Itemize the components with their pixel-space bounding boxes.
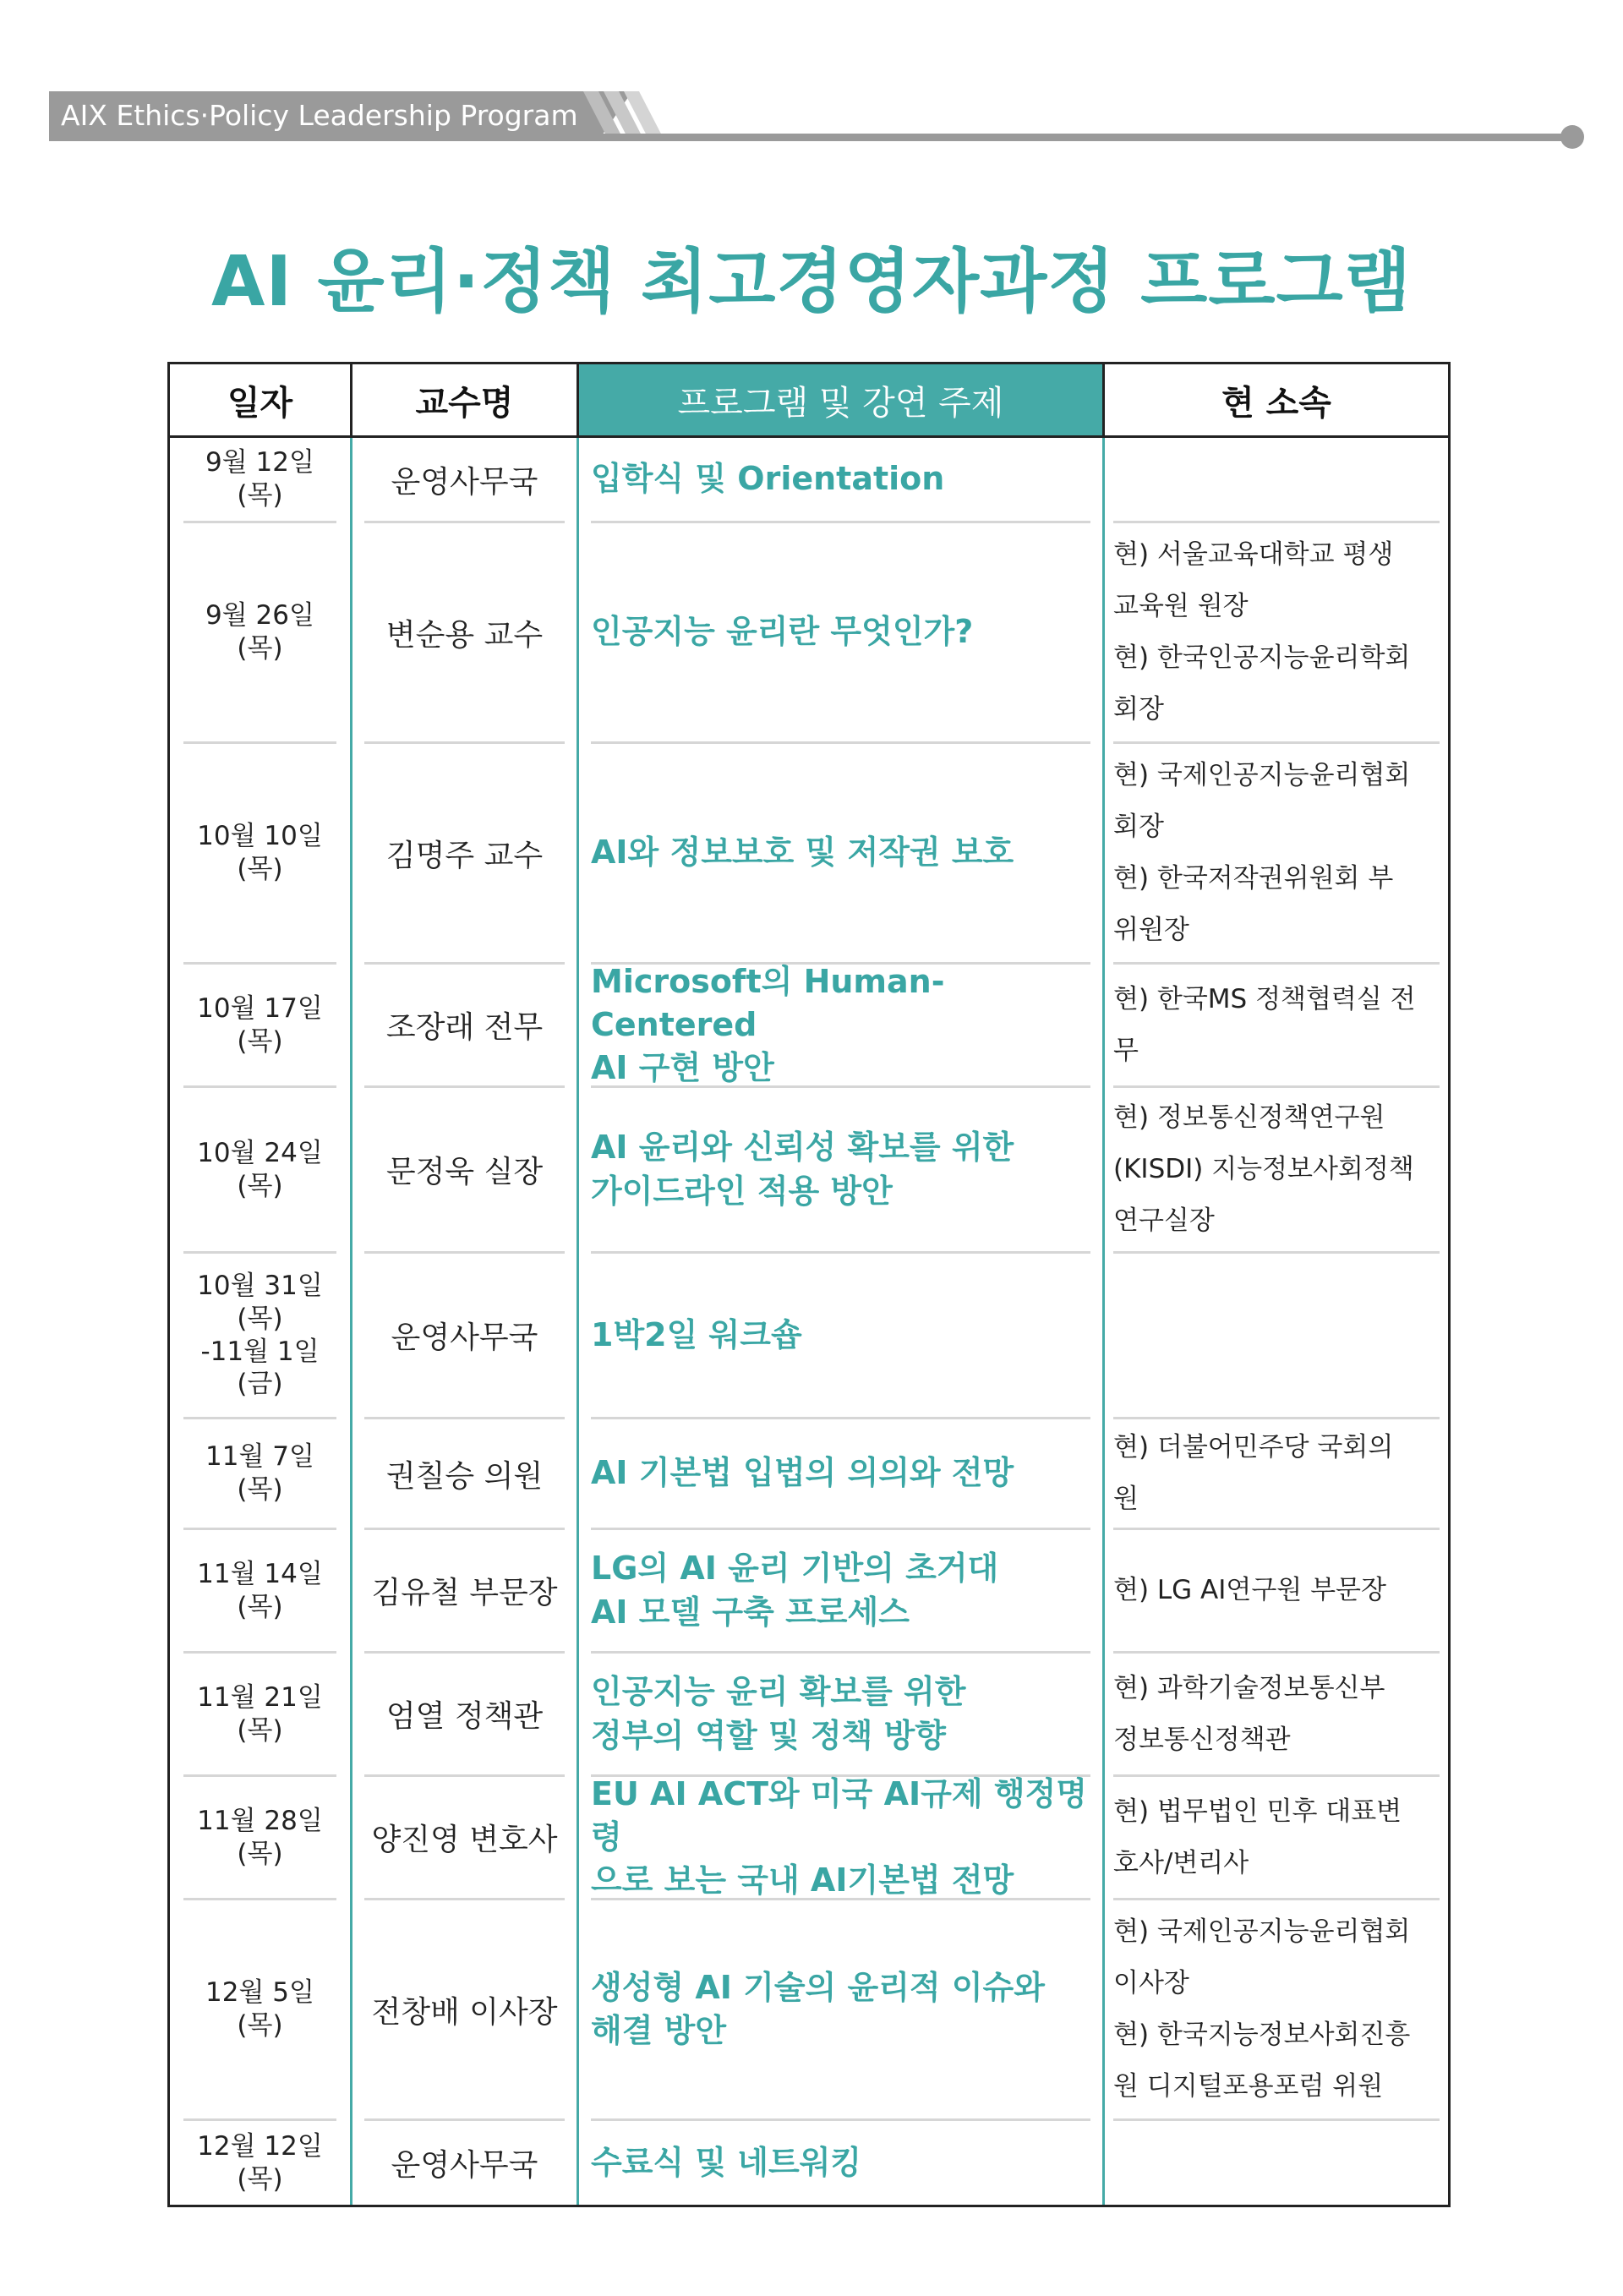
affiliation-lines <box>1113 1786 1440 1889</box>
affiliation-line: 현) 한국MS 정책협력실 전 <box>1113 983 1416 1014</box>
row-date: 12월 12일(목) <box>197 2130 323 2195</box>
row-topic: 수료식 및 네트워킹 <box>591 2143 862 2181</box>
affiliation-line: 원 디지털포용포럼 위원 <box>1113 2071 1384 2102</box>
table-row <box>170 1900 1448 2121</box>
affiliation-line: 호사/변리사 <box>1113 1847 1249 1878</box>
affiliation-line: 현) 더불어민주당 국회의 <box>1113 1432 1394 1462</box>
row-date: 11월 7일(목) <box>183 1419 336 1530</box>
row-affiliation <box>1113 1777 1440 1900</box>
row-professor: 문정욱 실장 <box>364 1088 565 1254</box>
row-professor: 권칠승 의원 <box>364 1419 565 1530</box>
affiliation-line: 위원장 <box>1113 915 1189 945</box>
row-professor: 전창배 이사장 <box>364 1900 565 2121</box>
affiliation-line: 무 <box>1113 1035 1139 1066</box>
affiliation-line: 회장 <box>1113 812 1164 842</box>
row-topic: 인공지능 윤리 확보를 위한 정부의 역할 및 정책 방향 <box>591 1654 1090 1777</box>
schedule-body <box>170 438 1448 2205</box>
affiliation-line: 연구실장 <box>1113 1205 1215 1236</box>
row-topic: AI 기본법 입법의 의의와 전망 <box>591 1419 1090 1530</box>
header-affiliation: 현 소속 <box>1105 364 1448 438</box>
affiliation-line: 현) 서울교육대학교 평생 <box>1113 539 1394 570</box>
schedule-table <box>167 362 1451 2207</box>
table-row <box>170 2121 1448 2205</box>
row-date: 10월 10일(목) <box>183 744 336 965</box>
table-row <box>170 438 1448 523</box>
row-date: 10월 24일(목) <box>183 1088 336 1254</box>
table-row <box>170 744 1448 965</box>
row-date: 11월 21일(목) <box>183 1654 336 1777</box>
row-topic: AI와 정보보호 및 저작권 보호 <box>591 744 1090 965</box>
affiliation-line: 현) 정보통신정책연구원 <box>1113 1102 1385 1133</box>
header-professor: 교수명 <box>352 364 579 438</box>
row-date: 12월 5일(목) <box>183 1900 336 2121</box>
affiliation-line: 현) 한국인공지능윤리학회 <box>1113 642 1411 673</box>
row-professor: 김유철 부문장 <box>364 1530 565 1654</box>
row-professor: 엄열 정책관 <box>364 1654 565 1777</box>
row-affiliation <box>1113 1254 1440 1419</box>
table-row <box>170 1530 1448 1654</box>
row-affiliation <box>1113 965 1440 1088</box>
row-date: 10월 17일(목) <box>183 965 336 1088</box>
header-divider-line <box>49 134 1572 141</box>
row-date: 11월 14일(목) <box>183 1530 336 1654</box>
affiliation-lines <box>1113 1663 1440 1766</box>
affiliation-line: 현) 한국저작권위원회 부 <box>1113 863 1394 894</box>
affiliation-line: 이사장 <box>1113 1968 1189 1998</box>
row-affiliation <box>1113 1654 1440 1777</box>
table-row <box>170 523 1448 744</box>
row-professor: 양진영 변호사 <box>364 1777 565 1900</box>
row-affiliation <box>1113 1900 1440 2121</box>
row-date: 10월 31일(목) -11월 1일(금) <box>183 1254 336 1419</box>
affiliation-lines <box>1113 1422 1440 1525</box>
table-row <box>170 1088 1448 1254</box>
affiliation-lines <box>1113 1565 1440 1616</box>
table-row <box>170 1254 1448 1419</box>
page-title: AI 윤리·정책 최고경영자과정 프로그램 <box>211 242 1412 322</box>
affiliation-lines <box>1113 750 1440 956</box>
row-professor: 변순용 교수 <box>364 523 565 744</box>
row-topic: Microsoft의 Human-Centered AI 구현 방안 <box>591 965 1090 1088</box>
row-topic: EU AI ACT와 미국 AI규제 행정명령 으로 보는 국내 AI기본법 전망 <box>591 1777 1090 1900</box>
table-row <box>170 965 1448 1088</box>
row-topic: 입학식 및 Orientation <box>591 438 1090 523</box>
row-affiliation <box>1113 438 1440 523</box>
row-date: 9월 12일(목) <box>183 438 336 523</box>
header-divider-dot <box>1560 125 1584 149</box>
table-row <box>170 1777 1448 1900</box>
program-name: AIX Ethics·Policy Leadership Program <box>61 99 578 132</box>
row-professor: 김명주 교수 <box>364 744 565 965</box>
row-professor: 운영사무국 <box>364 438 565 523</box>
affiliation-line: 현) 국제인공지능윤리협회 <box>1113 1916 1411 1947</box>
header-date: 일자 <box>170 364 352 438</box>
row-affiliation <box>1113 523 1440 744</box>
row-professor: 운영사무국 <box>391 2148 538 2183</box>
header-topic: 프로그램 및 강연 주제 <box>579 364 1105 438</box>
table-row <box>170 1654 1448 1777</box>
row-affiliation <box>1113 2121 1440 2205</box>
table-row <box>170 1419 1448 1530</box>
affiliation-lines <box>1113 974 1440 1077</box>
row-date: 11월 28일(목) <box>183 1777 336 1900</box>
affiliation-line: 원 <box>1113 1484 1139 1514</box>
affiliation-lines <box>1113 1906 1440 2113</box>
affiliation-line: 회장 <box>1113 694 1164 724</box>
affiliation-line: 현) 한국지능정보사회진흥 <box>1113 2020 1411 2050</box>
row-topic: 생성형 AI 기술의 윤리적 이슈와 해결 방안 <box>591 1900 1090 2121</box>
affiliation-line: (KISDI) 지능정보사회정책 <box>1113 1154 1414 1184</box>
row-affiliation <box>1113 744 1440 965</box>
row-professor: 조장래 전무 <box>364 965 565 1088</box>
affiliation-line: 교육원 원장 <box>1113 591 1249 621</box>
row-affiliation <box>1113 1419 1440 1530</box>
affiliation-line: 정보통신정책관 <box>1113 1724 1291 1755</box>
row-date: 9월 26일(목) <box>183 523 336 744</box>
row-topic: 1박2일 워크숍 <box>591 1254 1090 1419</box>
row-topic: 인공지능 윤리란 무엇인가? <box>591 523 1090 744</box>
row-topic: LG의 AI 윤리 기반의 초거대 AI 모델 구축 프로세스 <box>591 1530 1090 1654</box>
affiliation-lines <box>1113 1092 1440 1247</box>
row-professor: 운영사무국 <box>364 1254 565 1419</box>
affiliation-line: 현) 국제인공지능윤리협회 <box>1113 760 1411 790</box>
affiliation-line: 현) 과학기술정보통신부 <box>1113 1672 1385 1703</box>
affiliation-lines <box>1113 529 1440 735</box>
affiliation-line: 현) LG AI연구원 부문장 <box>1113 1575 1386 1605</box>
affiliation-line: 현) 법무법인 민후 대표변 <box>1113 1796 1402 1827</box>
row-affiliation <box>1113 1088 1440 1254</box>
row-topic: AI 윤리와 신뢰성 확보를 위한 가이드라인 적용 방안 <box>591 1088 1090 1254</box>
table-header-row <box>170 364 1448 438</box>
row-affiliation <box>1113 1530 1440 1654</box>
